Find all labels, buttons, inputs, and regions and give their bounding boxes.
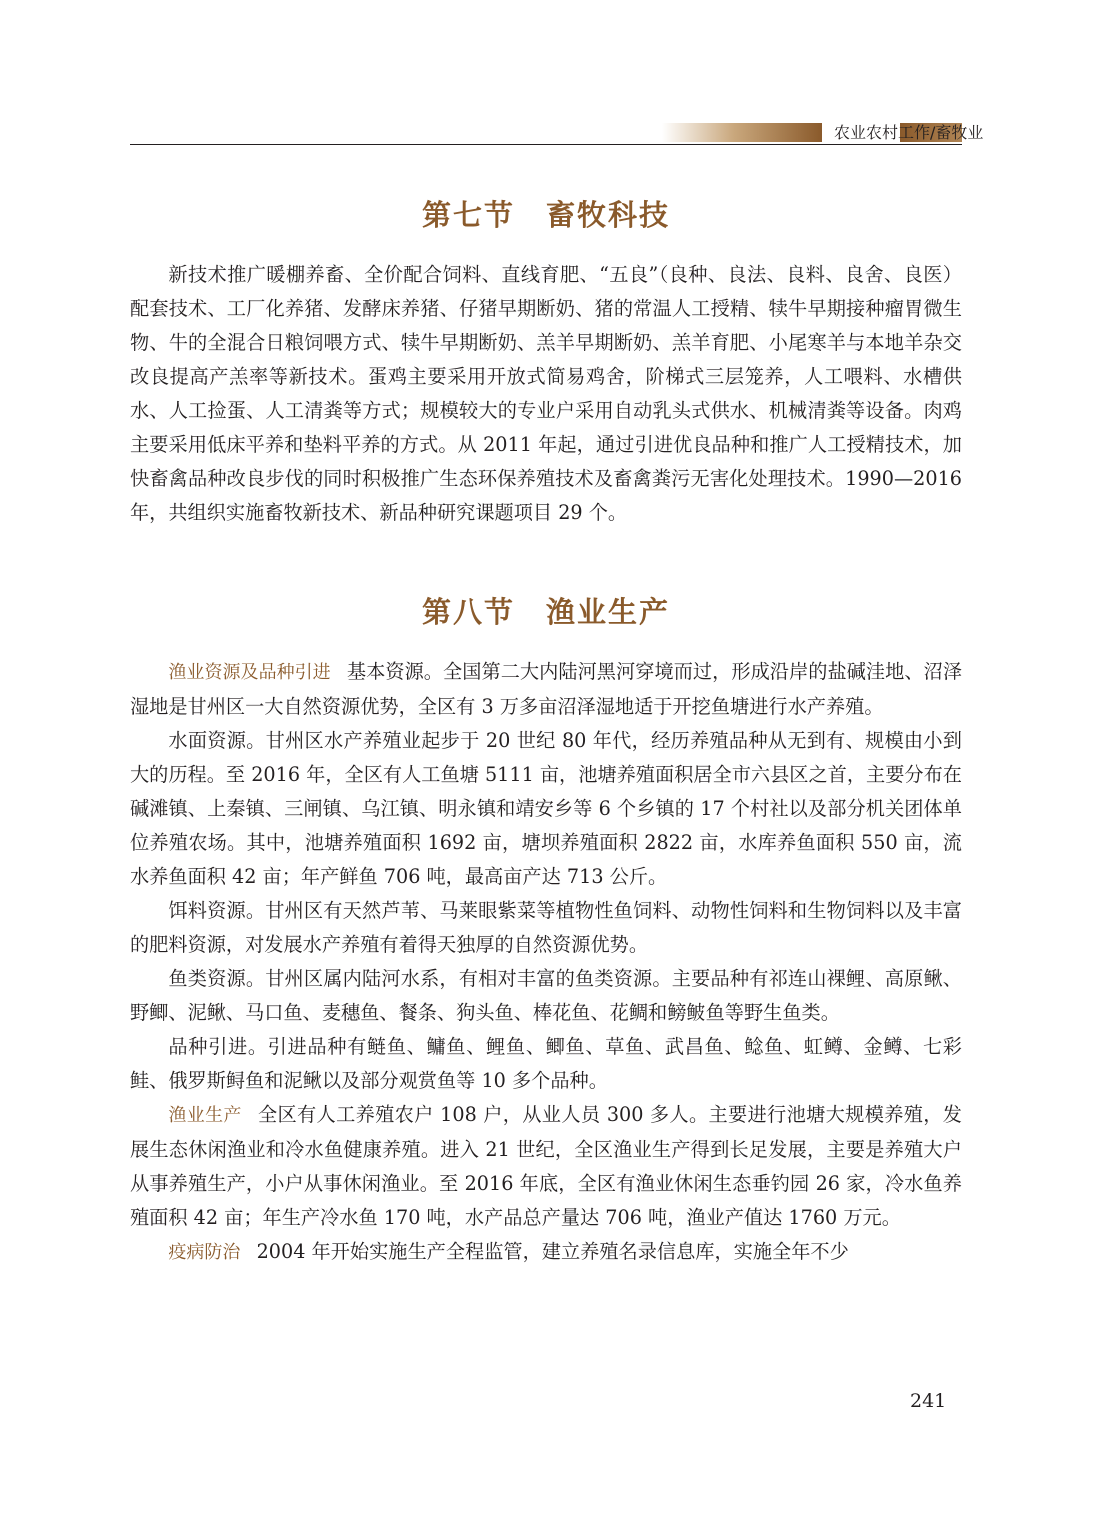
section-8-title: 第八节 渔业生产 (421, 595, 670, 629)
paragraph-text: 水面资源。甘州区水产养殖业起步于 20 世纪 80 年代，经历养殖品种从无到有、规模由小到大的历程。至 2016 年，全区有人工鱼塘 5111 亩，池塘养殖面积居全市六县区之首，主要分布在碱滩镇、上秦镇、三闸镇、乌江镇、明永镇和靖安乡等 6 个乡镇的 17 个村社以及部分机关团体单位养殖农场。其中，池塘养殖面积 1692 亩，塘坝养殖面积 2822 亩，水库养鱼面积 550 亩，流水养鱼面积 42 亩；年产鲜鱼 706 吨，最高亩产达 713 公斤。 (130, 729, 962, 888)
paragraph-text: 品种引进。引进品种有鲢鱼、鳙鱼、鲤鱼、鲫鱼、草鱼、武昌鱼、鲶鱼、虹鳟、金鳟、七彩鲑、俄罗斯鲟鱼和泥鳅以及部分观赏鱼等 10 多个品种。 (130, 1035, 962, 1092)
running-title: 农业农村工作/畜牧业 (834, 123, 984, 142)
running-header (130, 121, 984, 145)
paragraph-text: 饵料资源。甘州区有天然芦苇、马莱眼紫菜等植物性鱼饲料、动物性饲料和生物饲料以及丰富的肥料资源，对发展水产养殖有着得天独厚的自然资源优势。 (130, 899, 962, 956)
water-resources-paragraph (130, 724, 962, 894)
fishery-resources-paragraph (130, 655, 962, 724)
run-in-heading: 疫病防治 (168, 1242, 241, 1263)
section-7-paragraph: 新技术推广暖棚养畜、全价配合饲料、直线育肥、“五良”（良种、良法、良料、良舍、良医）配套技术、工厂化养猪、发酵床养猪、仔猪早期断奶、猪的常温人工授精、犊牛早期接种瘤胃微生物、牛的全混合日粮饲喂方式、犊牛早期断奶、羔羊早期断奶、羔羊育肥、小尾寒羊与本地羊杂交改良提高产羔率等新技术。蛋鸡主要采用开放式简易鸡舍，阶梯式三层笼养，人工喂料、水槽供水、人工捡蛋、人工清粪等方式；规模较大的专业户采用自动乳头式供水、机械清粪等设备。肉鸡主要采用低床平养和垫料平养的方式。从 2011 年起，通过引进优良品种和推广人工授精技术，加快畜禽品种改良步伐的同时积极推广生态环保养殖技术及畜禽粪污无害化处理技术。1990—2016 年，共组织实施畜牧新技术、新品种研究课题项目 29 个。 (130, 263, 962, 524)
header-rule (130, 144, 962, 145)
paragraph-text: 基本资源。全国第二大内陆河黑河穿境而过，形成沿岸的盐碱洼地、沼泽湿地是甘州区一大自然资源优势，全区有 3 万多亩沼泽湿地适于开挖鱼塘进行水产养殖。 (130, 660, 963, 718)
section-8-body (130, 655, 962, 1270)
paragraph-text: 2004 年开始实施生产全程监管，建立养殖名录信息库，实施全年不少 (256, 1240, 849, 1263)
header-decoration-bar (662, 123, 822, 142)
paragraph-text: 鱼类资源。甘州区属内陆河水系，有相对丰富的鱼类资源。主要品种有祁连山裸鲤、高原鳅、野鲫、泥鳅、马口鱼、麦穗鱼、餐条、狗头鱼、棒花鱼、花鲷和鳑鲏鱼等野生鱼类。 (130, 967, 962, 1024)
section-7-title: 第七节 畜牧科技 (421, 198, 670, 232)
fishery-production-paragraph (130, 1098, 962, 1235)
section-7-body (130, 258, 962, 530)
fish-species-paragraph (130, 962, 962, 1030)
species-introduction-paragraph (130, 1030, 962, 1098)
disease-prevention-paragraph (130, 1235, 962, 1270)
paragraph-text: 全区有人工养殖农户 108 户，从业人员 300 多人。主要进行池塘大规模养殖，发展生态休闲渔业和冷水鱼健康养殖。进入 21 世纪，全区渔业生产得到长足发展，主要是养殖大户从事养殖生产，小户从事休闲渔业。至 2016 年底，全区有渔业休闲生态垂钓园 26 家，冷水鱼养殖面积 42 亩；年生产冷水鱼 170 吨，水产品总产量达 706 吨，渔业产值达 1760 万元。 (130, 1103, 962, 1229)
run-in-heading: 渔业生产 (168, 1105, 242, 1126)
feed-resources-paragraph (130, 894, 962, 962)
page-number: 241 (910, 1390, 947, 1412)
run-in-heading: 渔业资源及品种引进 (168, 662, 331, 683)
